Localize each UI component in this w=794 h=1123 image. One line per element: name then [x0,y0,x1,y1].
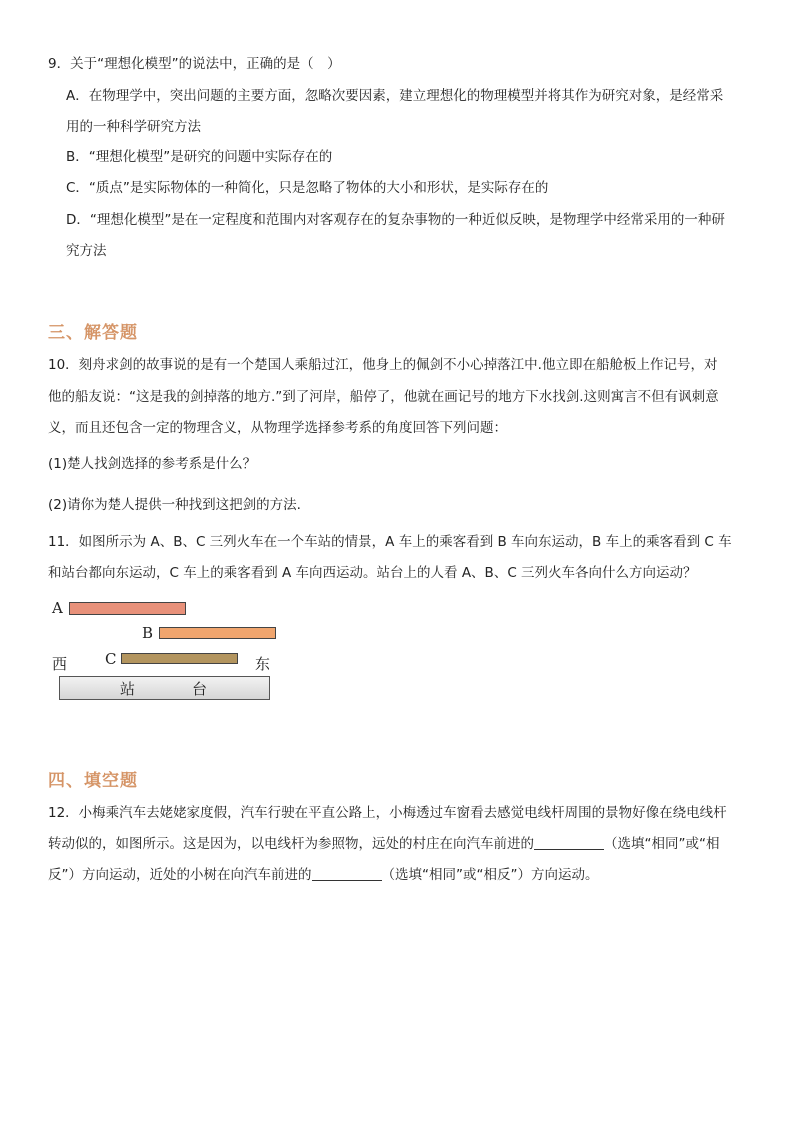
platform-label-1: 站 [120,680,136,698]
section-heading-answer: 三、解答题 [48,323,138,343]
q12-line-3-hint: （选填“相同”或“相反”）方向运动。 [381,867,599,883]
q9-option-d: D．“理想化模型”是在一定程度和范围内对客观存在的复杂事物的一种近似反映，是物理学中经常采用的一种研 [66,212,725,228]
platform [59,676,270,700]
q10-line-3: 义，而且还包含一定的物理含义，从物理学选择参考系的角度回答下列问题： [48,420,507,436]
section-heading-fill: 四、填空题 [48,771,138,791]
q10-line-1: 10．刻舟求剑的故事说的是有一个楚国人乘船过江，他身上的佩剑不小心掉落江中.他立即在船舱板上作记号，对 [48,357,718,373]
train-c-label: C [105,650,117,668]
east-label: 东 [255,655,271,673]
q11-line-2: 和站台都向东运动，C 车上的乘客看到 A 车向西运动。站台上的人看 A、B、C 三列火车各向什么方向运动？ [48,565,697,581]
blank-1[interactable] [534,835,604,850]
q9-option-b: B．“理想化模型”是研究的问题中实际存在的 [66,149,333,165]
q12-line-2 [48,835,719,853]
q12-line-3 [48,866,598,884]
q9-option-a-cont: 用的一种科学研究方法 [66,119,201,135]
west-label: 西 [52,655,68,673]
q9-option-a: A．在物理学中，突出问题的主要方面，忽略次要因素，建立理想化的物理模型并将其作为研究对象，是经常采 [66,88,724,104]
train-a [69,602,186,615]
q10-part-2: (2)请你为楚人提供一种找到这把剑的方法. [48,497,301,513]
q9-option-c: C．“质点”是实际物体的一种简化，只是忽略了物体的大小和形状，是实际存在的 [66,180,549,196]
q12-line-3-text: 反”）方向运动，近处的小树在向汽车前进的 [48,867,312,883]
train-b-label: B [142,624,154,642]
q10-line-2: 他的船友说：“这是我的剑掉落的地方.”到了河岸，船停了，他就在画记号的地方下水找剑.这则寓言不但有讽刺意 [48,389,719,405]
q12-line-2-text: 转动似的，如图所示。这是因为，以电线杆为参照物，远处的村庄在向汽车前进的 [48,836,534,852]
q9-stem: 9．关于“理想化模型”的说法中，正确的是（ ） [48,56,341,72]
platform-label-2: 台 [192,680,208,698]
q12-line-1: 12．小梅乘汽车去姥姥家度假，汽车行驶在平直公路上，小梅透过车窗看去感觉电线杆周围的景物好像在绕电线杆 [48,805,727,821]
q11-line-1: 11．如图所示为 A、B、C 三列火车在一个车站的情景，A 车上的乘客看到 B 车向东运动，B 车上的乘客看到 C 车 [48,534,732,550]
q12-line-2-hint: （选填“相同”或“相 [604,836,720,852]
q9-option-d-cont: 究方法 [66,243,107,259]
train-b [159,627,276,639]
train-a-label: A [52,599,63,617]
train-c [121,653,238,664]
q10-part-1: (1)楚人找剑选择的参考系是什么？ [48,456,257,472]
blank-2[interactable] [312,866,382,881]
